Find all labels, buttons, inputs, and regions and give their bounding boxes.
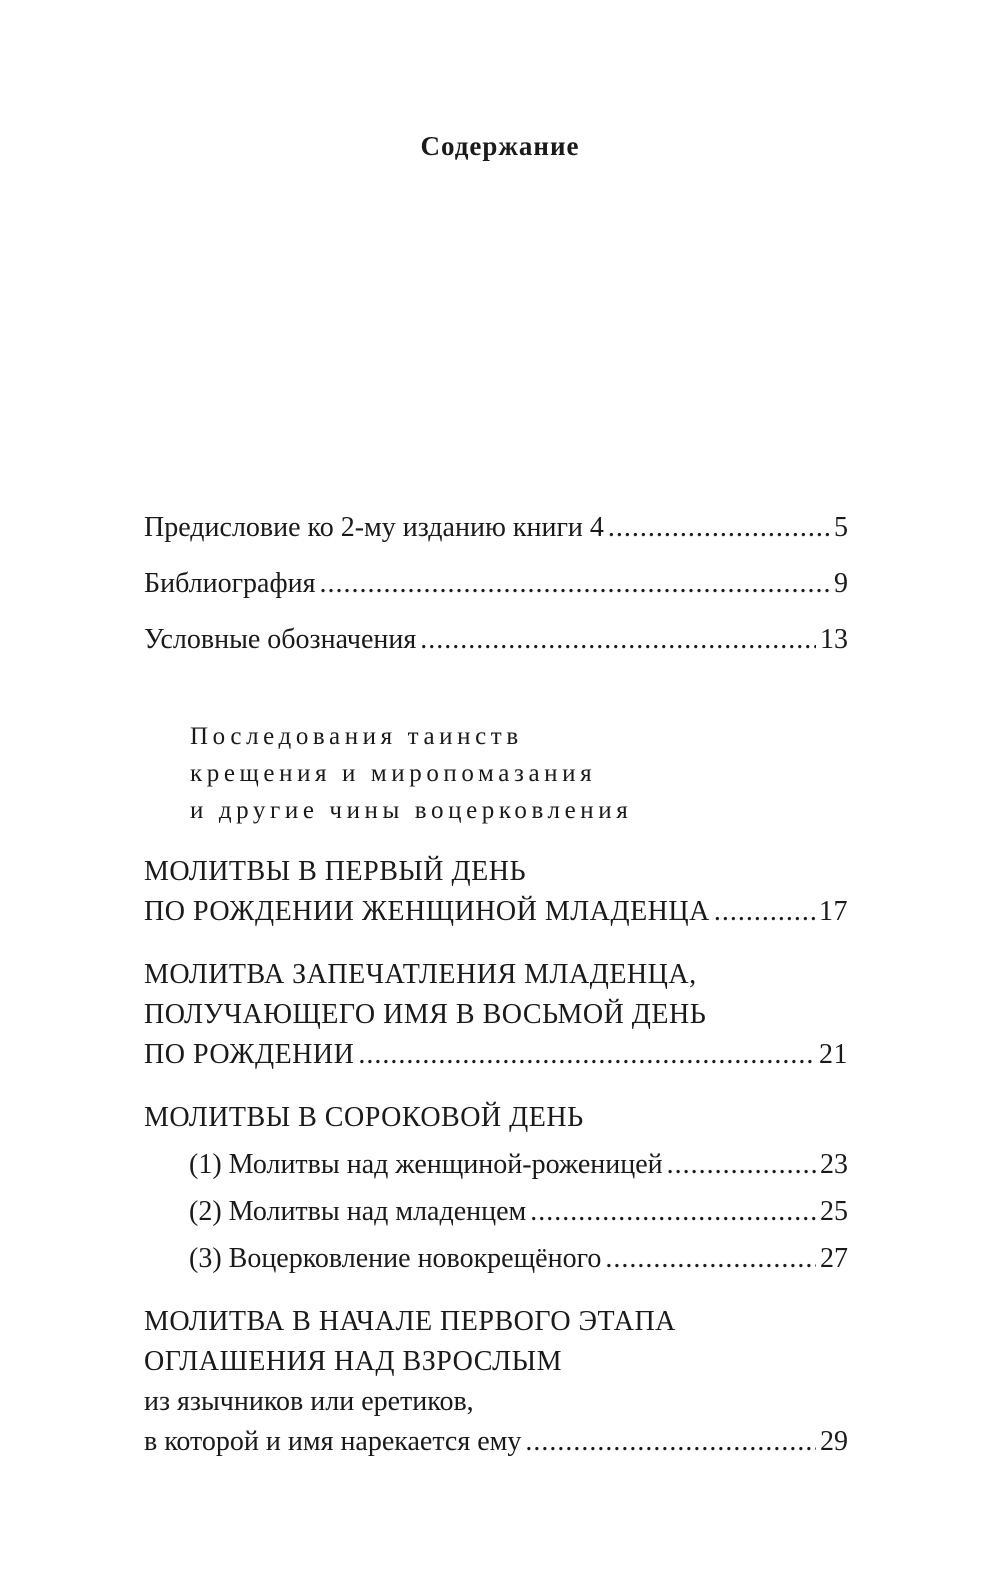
toc-entry-page: 13 [820, 624, 848, 655]
toc-entry-title-line: ОГЛАШЕНИЯ НАД ВЗРОСЛЫМ [144, 1346, 562, 1377]
toc-entry-final-line [144, 1422, 848, 1462]
toc-entry-page: 29 [820, 1426, 848, 1457]
toc-entry-page: 23 [820, 1149, 848, 1180]
toc-entry-final-line [144, 892, 848, 932]
page-title: Содержание [420, 131, 580, 161]
toc-entry-title: (1) Молитвы над женщиной-роженицей [189, 1149, 663, 1180]
table-of-contents [144, 508, 848, 1462]
toc-entry-first-day[interactable] [144, 852, 848, 932]
toc-entry-page: 17 [819, 896, 848, 927]
toc-entry-title-line: ПОЛУЧАЮЩЕГО ИМЯ В ВОСЬМОЙ ДЕНЬ [144, 999, 707, 1030]
dot-leader [525, 1422, 816, 1462]
toc-entry-page: 25 [820, 1196, 848, 1227]
toc-entry-bibliography[interactable] [144, 564, 848, 604]
toc-entry-title-line: МОЛИТВА В НАЧАЛЕ ПЕРВОГО ЭТАПА [144, 1306, 676, 1337]
toc-entry-page: 5 [834, 512, 848, 543]
toc-entry-catechumen[interactable] [144, 1302, 848, 1462]
toc-entry-preface[interactable] [144, 508, 848, 548]
toc-entry-page: 27 [820, 1243, 848, 1274]
section-heading [144, 718, 848, 829]
toc-entry-abbreviations[interactable] [144, 620, 848, 660]
toc-entry-page: 9 [834, 568, 848, 599]
toc-subentry[interactable] [144, 1145, 848, 1185]
toc-group-fortieth-day [144, 1098, 848, 1279]
toc-entry-final-line [144, 1035, 848, 1075]
toc-entry-title: Условные обозначения [144, 624, 417, 655]
toc-group-heading: МОЛИТВЫ В СОРОКОВОЙ ДЕНЬ [144, 1102, 584, 1133]
section-heading-line: крещения и миропомазания [190, 760, 597, 787]
toc-entry-eighth-day[interactable] [144, 955, 848, 1075]
toc-entry-title: (3) Воцерковление новокрещёного [189, 1243, 602, 1274]
dot-leader [358, 1035, 815, 1075]
dot-leader [605, 1239, 816, 1279]
dot-leader [420, 620, 816, 660]
section-heading-line: и другие чины воцерковления [190, 797, 633, 824]
dot-leader [608, 508, 830, 548]
toc-entry-title-line: МОЛИТВА ЗАПЕЧАТЛЕНИЯ МЛАДЕНЦА, [144, 959, 697, 990]
toc-entry-title: Библиография [144, 568, 316, 599]
section-heading-line: Последования таинств [190, 723, 523, 750]
toc-entry-title-line: МОЛИТВЫ В ПЕРВЫЙ ДЕНЬ [144, 856, 527, 887]
toc-entry-title-line: ПО РОЖДЕНИИ [144, 1039, 355, 1070]
toc-entry-page: 21 [819, 1039, 848, 1070]
toc-entry-title: (2) Молитвы над младенцем [189, 1196, 527, 1227]
toc-entry-title: Предисловие ко 2-му изданию книги 4 [144, 512, 604, 543]
dot-leader [667, 1145, 816, 1185]
toc-entry-title-line: в которой и имя нарекается ему [144, 1426, 522, 1457]
toc-subentry[interactable] [144, 1239, 848, 1279]
dot-leader [320, 564, 831, 604]
toc-subentry[interactable] [144, 1192, 848, 1232]
toc-entry-title-line: из язычников или еретиков, [144, 1386, 474, 1417]
dot-leader [714, 892, 815, 932]
dot-leader [530, 1192, 816, 1232]
toc-entry-title-line: ПО РОЖДЕНИИ ЖЕНЩИНОЙ МЛАДЕНЦА [144, 896, 710, 927]
